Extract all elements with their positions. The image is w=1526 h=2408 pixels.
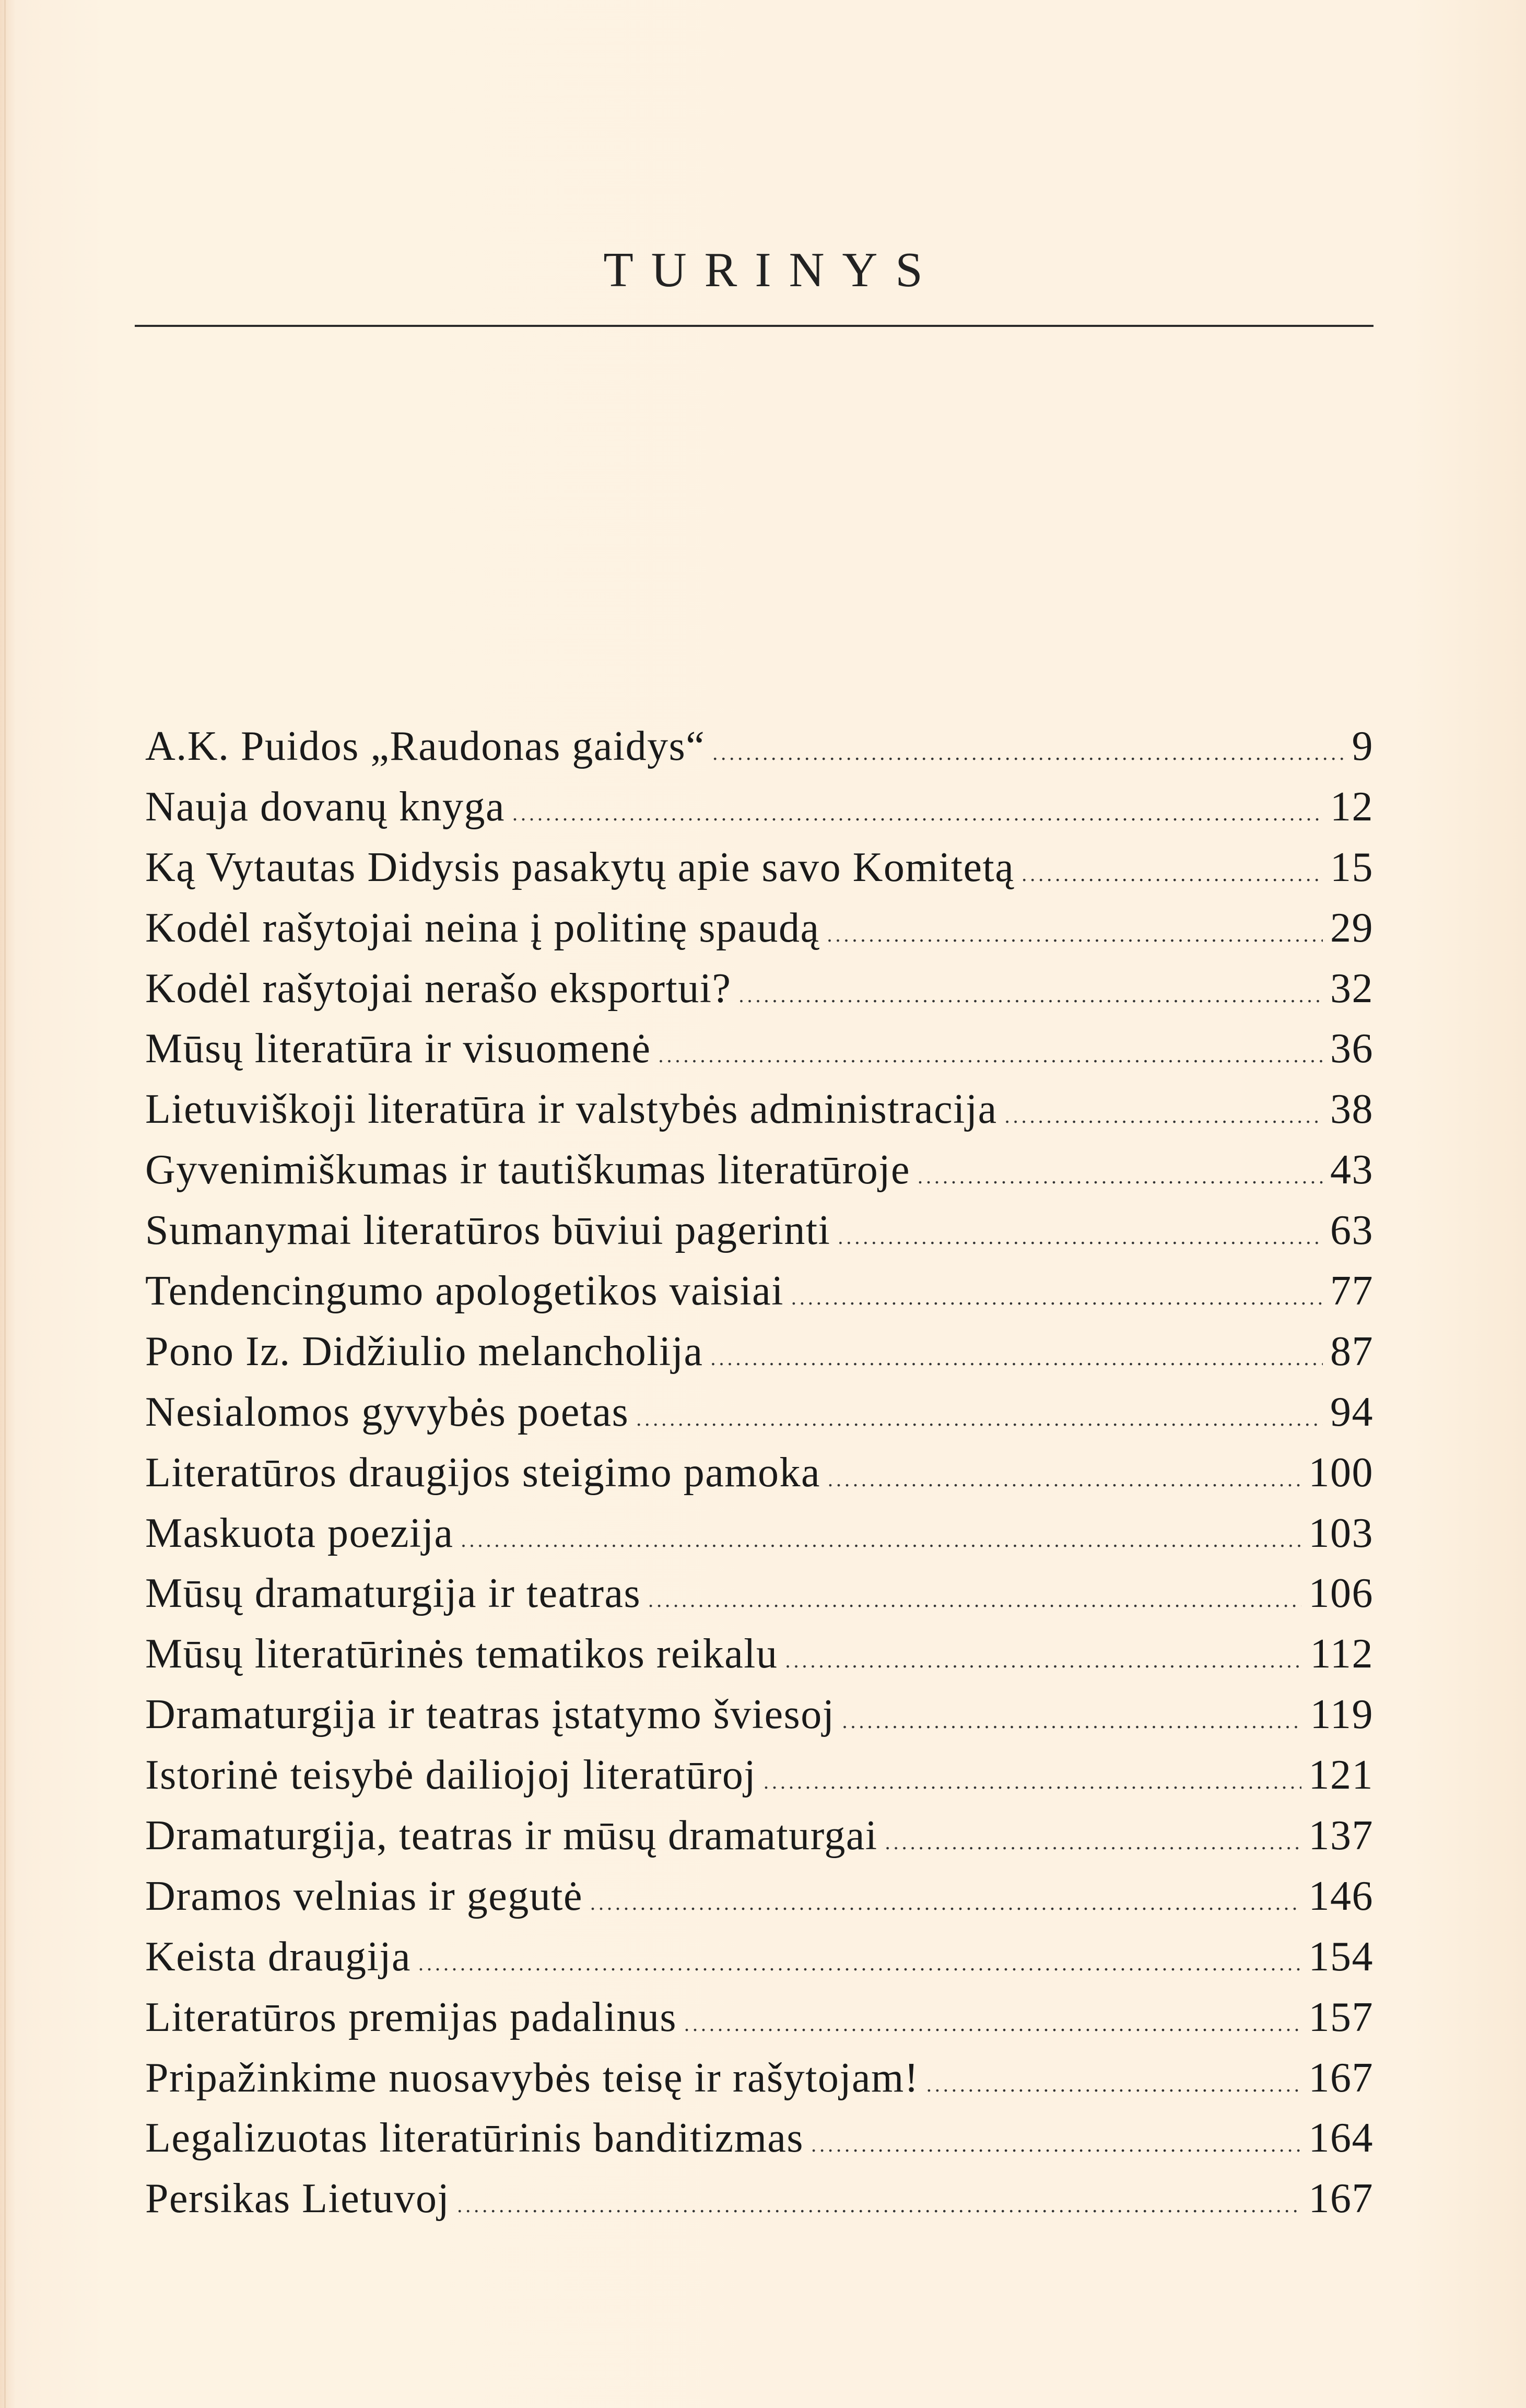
dot-leader (811, 2115, 1301, 2175)
toc-entry (145, 1564, 1374, 1624)
toc-entry (145, 1201, 1374, 1261)
toc-entry-title: Literatūros draugijos steigimo pamoka (145, 1449, 820, 1496)
toc-entry-page: 157 (1308, 1994, 1374, 2040)
toc-entry (145, 838, 1374, 898)
toc-entry-title: Gyvenimiškumas ir tautiškumas literatūroje (145, 1147, 910, 1193)
title-rule (135, 325, 1374, 327)
toc-entry-title: A.K. Puidos „Raudonas gaidys“ (145, 723, 706, 769)
toc-entry (145, 1806, 1374, 1866)
toc-entry (145, 1079, 1374, 1140)
toc-entry (145, 1322, 1374, 1382)
toc-entry-title: Istorinė teisybė dailiojoj literatūroj (145, 1752, 757, 1799)
toc-entry (145, 1503, 1374, 1564)
toc-entry-page: 154 (1308, 1933, 1374, 1980)
toc-entry-title: Pono Iz. Didžiulio melancholija (145, 1328, 703, 1375)
toc-entry-page: 106 (1308, 1570, 1374, 1617)
toc-entry-title: Kodėl rašytojai nerašo eksportui? (145, 965, 732, 1012)
toc-entry-page: 12 (1330, 783, 1374, 830)
dot-leader (842, 1691, 1302, 1752)
dot-leader (1005, 1086, 1323, 1146)
toc-entry-title: Dramaturgija, teatras ir mūsų dramaturgai (145, 1813, 878, 1859)
toc-entry-title: Nauja dovanų knyga (145, 783, 506, 830)
toc-entry (145, 898, 1374, 959)
toc-entry-page: 29 (1330, 905, 1374, 951)
dot-leader (785, 1630, 1303, 1691)
page-title: TURINYS (603, 243, 941, 297)
toc-entry-title: Mūsų literatūra ir visuomenė (145, 1026, 651, 1072)
toc-entry (145, 716, 1374, 777)
dot-leader (418, 1933, 1301, 1994)
dot-leader (739, 965, 1323, 1026)
toc-entry (145, 1382, 1374, 1443)
toc-entry (145, 1443, 1374, 1503)
toc-entry-page: 167 (1308, 2054, 1374, 2101)
dot-leader (457, 2175, 1301, 2236)
toc-entry (145, 1685, 1374, 1745)
toc-entry (145, 2108, 1374, 2169)
toc-entry-title: Literatūros premijas padalinus (145, 1994, 677, 2040)
toc-entry-page: 121 (1308, 1752, 1374, 1799)
toc-entry-title: Ką Vytautas Didysis pasakytų apie savo Komitetą (145, 844, 1015, 890)
dot-leader (918, 1146, 1323, 1207)
toc-entry-title: Nesialomos gyvybės poetas (145, 1389, 629, 1435)
toc-entry-title: Sumanymai literatūros būviui pagerinti (145, 1207, 831, 1254)
dot-leader (658, 1025, 1323, 1086)
toc-entry-title: Tendencingumo apologetikos vaisiai (145, 1268, 784, 1314)
toc-entry-page: 112 (1310, 1631, 1374, 1677)
toc-entry-page: 32 (1330, 965, 1374, 1012)
toc-entry (145, 2048, 1374, 2109)
toc-entry-title: Maskuota poezija (145, 1510, 454, 1556)
toc-entry (145, 1019, 1374, 1079)
toc-entry-page: 103 (1308, 1510, 1374, 1556)
dot-leader (590, 1873, 1301, 1933)
toc-entry-page: 43 (1330, 1147, 1374, 1193)
toc-entry-title: Dramaturgija ir teatras įstatymo šviesoj (145, 1692, 835, 1738)
toc-entry-title: Dramos velnias ir gegutė (145, 1873, 583, 1919)
page-edge (4, 0, 6, 2408)
toc-entry-page: 94 (1330, 1389, 1374, 1435)
toc-entry-page: 15 (1330, 844, 1374, 890)
dot-leader (1022, 844, 1323, 905)
dot-leader (512, 783, 1323, 844)
toc-entry-title: Lietuviškoji literatūra ir valstybės administracija (145, 1086, 997, 1133)
dot-leader (648, 1570, 1301, 1630)
toc-entry-title: Persikas Lietuvoj (145, 2176, 450, 2222)
toc-entry (145, 1624, 1374, 1685)
toc-entry (145, 1140, 1374, 1201)
toc-entry (145, 777, 1374, 838)
toc-entry-page: 137 (1308, 1813, 1374, 1859)
toc-entry-title: Kodėl rašytojai neina į politinę spaudą (145, 905, 820, 951)
dot-leader (838, 1207, 1323, 1267)
toc-entry-page: 167 (1308, 2176, 1374, 2222)
dot-leader (684, 1994, 1301, 2054)
toc-entry (145, 1261, 1374, 1322)
toc-entry-page: 9 (1352, 723, 1374, 769)
toc-entry-page: 100 (1308, 1449, 1374, 1496)
toc-entry-page: 146 (1308, 1873, 1374, 1919)
dot-leader (827, 905, 1323, 965)
toc-entry-page: 36 (1330, 1026, 1374, 1072)
toc-entry-page: 63 (1330, 1207, 1374, 1254)
toc-entry-page: 119 (1310, 1692, 1374, 1738)
toc-entry (145, 1988, 1374, 2048)
toc-entry-page: 87 (1330, 1328, 1374, 1375)
dot-leader (636, 1389, 1323, 1449)
dot-leader (711, 1328, 1323, 1389)
dot-leader (828, 1449, 1301, 1510)
toc-entry-page: 38 (1330, 1086, 1374, 1133)
dot-leader (791, 1267, 1323, 1328)
toc-entry (145, 1745, 1374, 1806)
dot-leader (764, 1752, 1301, 1812)
table-of-contents (145, 716, 1374, 2229)
toc-entry (145, 2169, 1374, 2229)
toc-entry-title: Legalizuotas literatūrinis banditizmas (145, 2115, 804, 2162)
dot-leader (926, 2054, 1301, 2115)
toc-entry-title: Pripažinkime nuosavybės teisę ir rašytojam! (145, 2054, 919, 2101)
toc-entry (145, 1866, 1374, 1927)
dot-leader (461, 1510, 1301, 1570)
toc-entry-title: Mūsų literatūrinės tematikos reikalu (145, 1631, 778, 1677)
dot-leader (712, 723, 1344, 783)
toc-entry (145, 1927, 1374, 1988)
toc-entry-title: Keista draugija (145, 1933, 411, 1980)
toc-entry-page: 77 (1330, 1268, 1374, 1314)
dot-leader (885, 1812, 1301, 1873)
toc-entry-page: 164 (1308, 2115, 1374, 2162)
toc-entry-title: Mūsų dramaturgija ir teatras (145, 1570, 641, 1617)
toc-entry (145, 959, 1374, 1019)
